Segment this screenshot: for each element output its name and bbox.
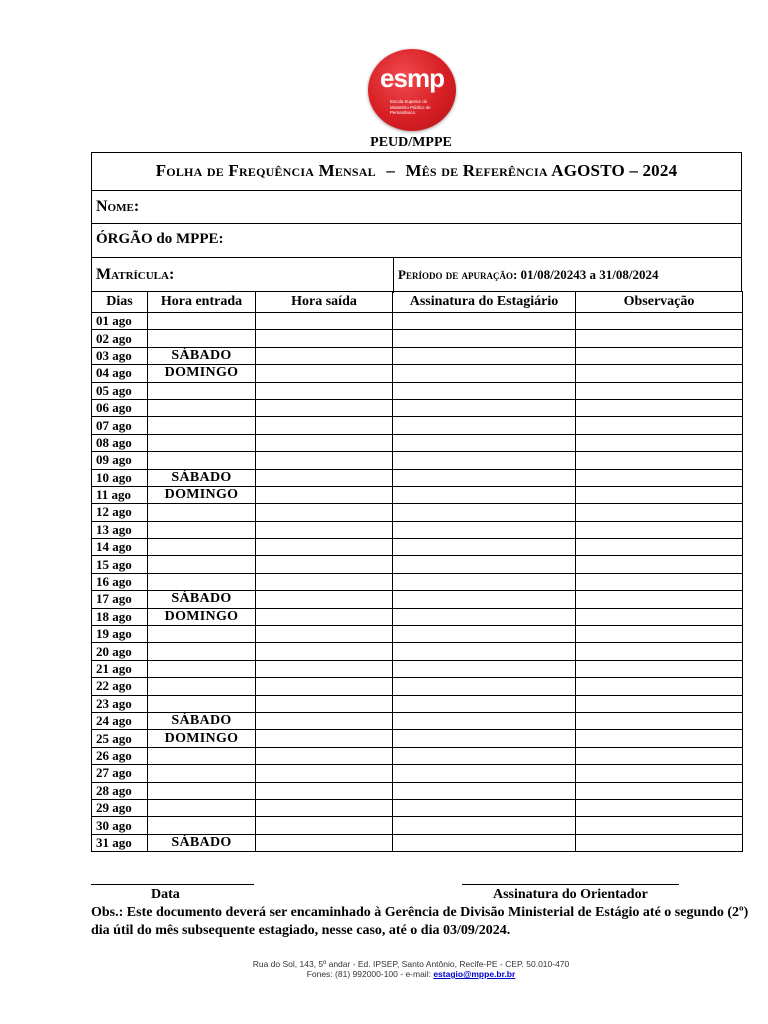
header-code: PEUD/MPPE (370, 135, 452, 150)
table-row (92, 730, 743, 747)
assinatura-cell[interactable] (393, 313, 576, 330)
note-cell (148, 504, 256, 521)
note-cell (148, 573, 256, 590)
note-cell: DOMINGO (148, 608, 256, 625)
orgao-label: ÓRGÃO do MPPE: (96, 231, 224, 247)
day-cell: 03 ago (92, 347, 148, 364)
form-title (92, 161, 741, 181)
table-row (92, 556, 743, 573)
table-row (92, 330, 743, 347)
hora-saida-cell[interactable] (256, 504, 393, 521)
day-cell: 16 ago (92, 573, 148, 590)
day-cell: 20 ago (92, 643, 148, 660)
observacao-cell[interactable] (576, 521, 743, 538)
day-cell: 08 ago (92, 434, 148, 451)
observacao-cell[interactable] (576, 817, 743, 834)
observacao-cell[interactable] (576, 399, 743, 416)
assinatura-cell[interactable] (393, 591, 576, 608)
assinatura-cell[interactable] (393, 834, 576, 851)
assinatura-cell[interactable] (393, 382, 576, 399)
day-cell: 28 ago (92, 782, 148, 799)
date-line (91, 884, 254, 885)
hora-saida-cell[interactable] (256, 313, 393, 330)
divider (92, 257, 741, 258)
assinatura-cell[interactable] (393, 504, 576, 521)
table-row (92, 399, 743, 416)
day-cell: 13 ago (92, 521, 148, 538)
hora-saida-cell[interactable] (256, 539, 393, 556)
day-cell: 24 ago (92, 712, 148, 729)
note-cell: DOMINGO (148, 730, 256, 747)
assinatura-cell[interactable] (393, 678, 576, 695)
day-cell: 12 ago (92, 504, 148, 521)
col-header-dias: Dias (92, 292, 148, 313)
note-cell (148, 695, 256, 712)
day-cell: 05 ago (92, 382, 148, 399)
table-row (92, 486, 743, 503)
orientador-label: Assinatura do Orientador (493, 887, 648, 902)
hora-saida-cell[interactable] (256, 434, 393, 451)
assinatura-cell[interactable] (393, 452, 576, 469)
assinatura-cell[interactable] (393, 434, 576, 451)
logo-brand: esmp (380, 63, 444, 93)
observacao-cell[interactable] (576, 365, 743, 382)
day-cell: 07 ago (92, 417, 148, 434)
assinatura-cell[interactable] (393, 608, 576, 625)
col-header-assinatura: Assinatura do Estagiário (393, 292, 576, 313)
day-cell: 23 ago (92, 695, 148, 712)
day-cell: 31 ago (92, 834, 148, 851)
assinatura-cell[interactable] (393, 782, 576, 799)
footer (0, 959, 768, 979)
assinatura-cell[interactable] (393, 539, 576, 556)
hora-saida-cell[interactable] (256, 399, 393, 416)
col-header-entrada: Hora entrada (148, 292, 256, 313)
table-row (92, 417, 743, 434)
day-cell: 17 ago (92, 591, 148, 608)
assinatura-cell[interactable] (393, 365, 576, 382)
assinatura-cell[interactable] (393, 399, 576, 416)
logo-subtitle: Escola Superior do Ministério Público de Pernambuco (390, 99, 431, 115)
hora-saida-cell[interactable] (256, 556, 393, 573)
divider (92, 223, 741, 224)
hora-saida-cell[interactable] (256, 521, 393, 538)
assinatura-cell[interactable] (393, 521, 576, 538)
observacao-cell[interactable] (576, 626, 743, 643)
hora-saida-cell[interactable] (256, 452, 393, 469)
table-row (92, 365, 743, 382)
observacao-cell[interactable] (576, 834, 743, 851)
note-cell: SÁBADO (148, 469, 256, 486)
observacao-cell[interactable] (576, 434, 743, 451)
divider (92, 190, 741, 191)
observacao-cell[interactable] (576, 695, 743, 712)
day-cell: 26 ago (92, 747, 148, 764)
date-label: Data (151, 887, 180, 902)
title-month: AGOSTO – 2024 (551, 161, 678, 180)
hora-saida-cell[interactable] (256, 765, 393, 782)
note-cell (148, 539, 256, 556)
hora-saida-cell[interactable] (256, 573, 393, 590)
assinatura-cell[interactable] (393, 626, 576, 643)
table-row (92, 434, 743, 451)
title-prefix: Folha de Frequência Mensal (155, 161, 376, 180)
table-row (92, 539, 743, 556)
assinatura-cell[interactable] (393, 330, 576, 347)
hora-saida-cell[interactable] (256, 347, 393, 364)
table-row (92, 695, 743, 712)
note-cell (148, 330, 256, 347)
day-cell: 14 ago (92, 539, 148, 556)
observacao-cell[interactable] (576, 730, 743, 747)
assinatura-cell[interactable] (393, 799, 576, 816)
note-cell (148, 660, 256, 677)
day-cell: 02 ago (92, 330, 148, 347)
periodo-value: 01/08/20243 a 31/08/2024 (520, 267, 659, 282)
hora-saida-cell[interactable] (256, 730, 393, 747)
observacao-cell[interactable] (576, 678, 743, 695)
note-cell: DOMINGO (148, 486, 256, 503)
col-header-observacao: Observação (576, 292, 743, 313)
note-cell: SÁBADO (148, 834, 256, 851)
observacao-cell[interactable] (576, 556, 743, 573)
note-cell (148, 382, 256, 399)
assinatura-cell[interactable] (393, 347, 576, 364)
hora-saida-cell[interactable] (256, 608, 393, 625)
note-cell (148, 765, 256, 782)
day-cell: 04 ago (92, 365, 148, 382)
day-cell: 10 ago (92, 469, 148, 486)
table-row (92, 504, 743, 521)
note-cell (148, 521, 256, 538)
footer-phones: Fones: (81) 992000-100 - e-mail: (306, 969, 431, 979)
hora-saida-cell[interactable] (256, 660, 393, 677)
hora-saida-cell[interactable] (256, 834, 393, 851)
observacao-cell[interactable] (576, 347, 743, 364)
hora-saida-cell[interactable] (256, 643, 393, 660)
assinatura-cell[interactable] (393, 695, 576, 712)
col-header-saida: Hora saída (256, 292, 393, 313)
table-row (92, 660, 743, 677)
table-row (92, 347, 743, 364)
day-cell: 29 ago (92, 799, 148, 816)
hora-saida-cell[interactable] (256, 382, 393, 399)
table-row (92, 591, 743, 608)
observacao-cell[interactable] (576, 504, 743, 521)
table-header-row (92, 292, 743, 313)
footer-contact (0, 969, 768, 979)
observacao-cell[interactable] (576, 417, 743, 434)
note-cell (148, 434, 256, 451)
form-header (91, 152, 742, 292)
day-cell: 06 ago (92, 399, 148, 416)
table-row (92, 747, 743, 764)
hora-saida-cell[interactable] (256, 417, 393, 434)
esmp-logo (368, 49, 456, 131)
note-cell (148, 452, 256, 469)
day-cell: 30 ago (92, 817, 148, 834)
assinatura-cell[interactable] (393, 469, 576, 486)
table-row (92, 765, 743, 782)
note-cell (148, 782, 256, 799)
observacao-cell[interactable] (576, 799, 743, 816)
hora-saida-cell[interactable] (256, 591, 393, 608)
assinatura-cell[interactable] (393, 712, 576, 729)
table-row (92, 799, 743, 816)
hora-saida-cell[interactable] (256, 678, 393, 695)
note-cell: DOMINGO (148, 365, 256, 382)
table-row (92, 626, 743, 643)
observacao-cell[interactable] (576, 643, 743, 660)
table-row (92, 678, 743, 695)
hora-saida-cell[interactable] (256, 486, 393, 503)
table-row (92, 521, 743, 538)
hora-saida-cell[interactable] (256, 799, 393, 816)
assinatura-cell[interactable] (393, 417, 576, 434)
hora-saida-cell[interactable] (256, 695, 393, 712)
divider (393, 257, 394, 293)
observacao-cell[interactable] (576, 782, 743, 799)
frequency-table (91, 291, 743, 852)
footer-email-link[interactable]: estagio@mppe.br.br (433, 969, 516, 979)
hora-saida-cell[interactable] (256, 747, 393, 764)
observacao-cell[interactable] (576, 539, 743, 556)
hora-saida-cell[interactable] (256, 365, 393, 382)
periodo (398, 267, 658, 283)
assinatura-cell[interactable] (393, 573, 576, 590)
note-cell (148, 556, 256, 573)
day-cell: 19 ago (92, 626, 148, 643)
table-row (92, 608, 743, 625)
day-cell: 09 ago (92, 452, 148, 469)
assinatura-cell[interactable] (393, 556, 576, 573)
table-row (92, 643, 743, 660)
periodo-label: Período de apuração: (398, 267, 518, 282)
hora-saida-cell[interactable] (256, 782, 393, 799)
note-cell (148, 678, 256, 695)
assinatura-cell[interactable] (393, 817, 576, 834)
table-row (92, 817, 743, 834)
day-cell: 21 ago (92, 660, 148, 677)
hora-saida-cell[interactable] (256, 626, 393, 643)
table-row (92, 469, 743, 486)
nome-label: Nome: (96, 198, 140, 215)
observacao-cell[interactable] (576, 712, 743, 729)
orientador-line (462, 884, 679, 885)
day-cell: 01 ago (92, 313, 148, 330)
note-cell: SÁBADO (148, 347, 256, 364)
observacao-cell[interactable] (576, 765, 743, 782)
hora-saida-cell[interactable] (256, 330, 393, 347)
observacao-cell[interactable] (576, 382, 743, 399)
title-dash: – (386, 161, 396, 180)
note-cell (148, 747, 256, 764)
observacao-cell[interactable] (576, 330, 743, 347)
day-cell: 27 ago (92, 765, 148, 782)
table-row (92, 313, 743, 330)
observacao-cell[interactable] (576, 591, 743, 608)
table-row (92, 452, 743, 469)
table-row (92, 573, 743, 590)
day-cell: 25 ago (92, 730, 148, 747)
observacao-cell[interactable] (576, 747, 743, 764)
observacao-cell[interactable] (576, 608, 743, 625)
note-cell (148, 417, 256, 434)
day-cell: 11 ago (92, 486, 148, 503)
obs-text: Obs.: Este documento deverá ser encaminhado à Gerência de Divisão Ministerial de Estágio até o segundo (2º) dia útil do mês subsequente estagiado, nesse caso, até o dia 03/09/2024. (91, 905, 749, 938)
title-ref: Mês de Referência (405, 161, 548, 180)
assinatura-cell[interactable] (393, 747, 576, 764)
table-row (92, 782, 743, 799)
table-row (92, 834, 743, 851)
day-cell: 15 ago (92, 556, 148, 573)
note-cell (148, 817, 256, 834)
observacao-cell[interactable] (576, 660, 743, 677)
matricula-label: Matrícula: (96, 266, 175, 283)
hora-saida-cell[interactable] (256, 712, 393, 729)
note-cell: SÁBADO (148, 591, 256, 608)
assinatura-cell[interactable] (393, 765, 576, 782)
assinatura-cell[interactable] (393, 486, 576, 503)
hora-saida-cell[interactable] (256, 817, 393, 834)
observacao-cell[interactable] (576, 573, 743, 590)
assinatura-cell[interactable] (393, 730, 576, 747)
note-cell: SÁBADO (148, 712, 256, 729)
assinatura-cell[interactable] (393, 643, 576, 660)
note-cell (148, 399, 256, 416)
note-cell (148, 799, 256, 816)
note-cell (148, 626, 256, 643)
hora-saida-cell[interactable] (256, 469, 393, 486)
observacao-cell[interactable] (576, 469, 743, 486)
table-row (92, 712, 743, 729)
day-cell: 18 ago (92, 608, 148, 625)
note-cell (148, 643, 256, 660)
footer-address: Rua do Sol, 143, 5º andar - Ed. IPSEP, Santo Antônio, Recife-PE - CEP. 50.010-470 (252, 959, 570, 969)
observacao-cell[interactable] (576, 486, 743, 503)
assinatura-cell[interactable] (393, 660, 576, 677)
note-cell (148, 313, 256, 330)
day-cell: 22 ago (92, 678, 148, 695)
observacao-cell[interactable] (576, 313, 743, 330)
observacao-cell[interactable] (576, 452, 743, 469)
table-row (92, 382, 743, 399)
